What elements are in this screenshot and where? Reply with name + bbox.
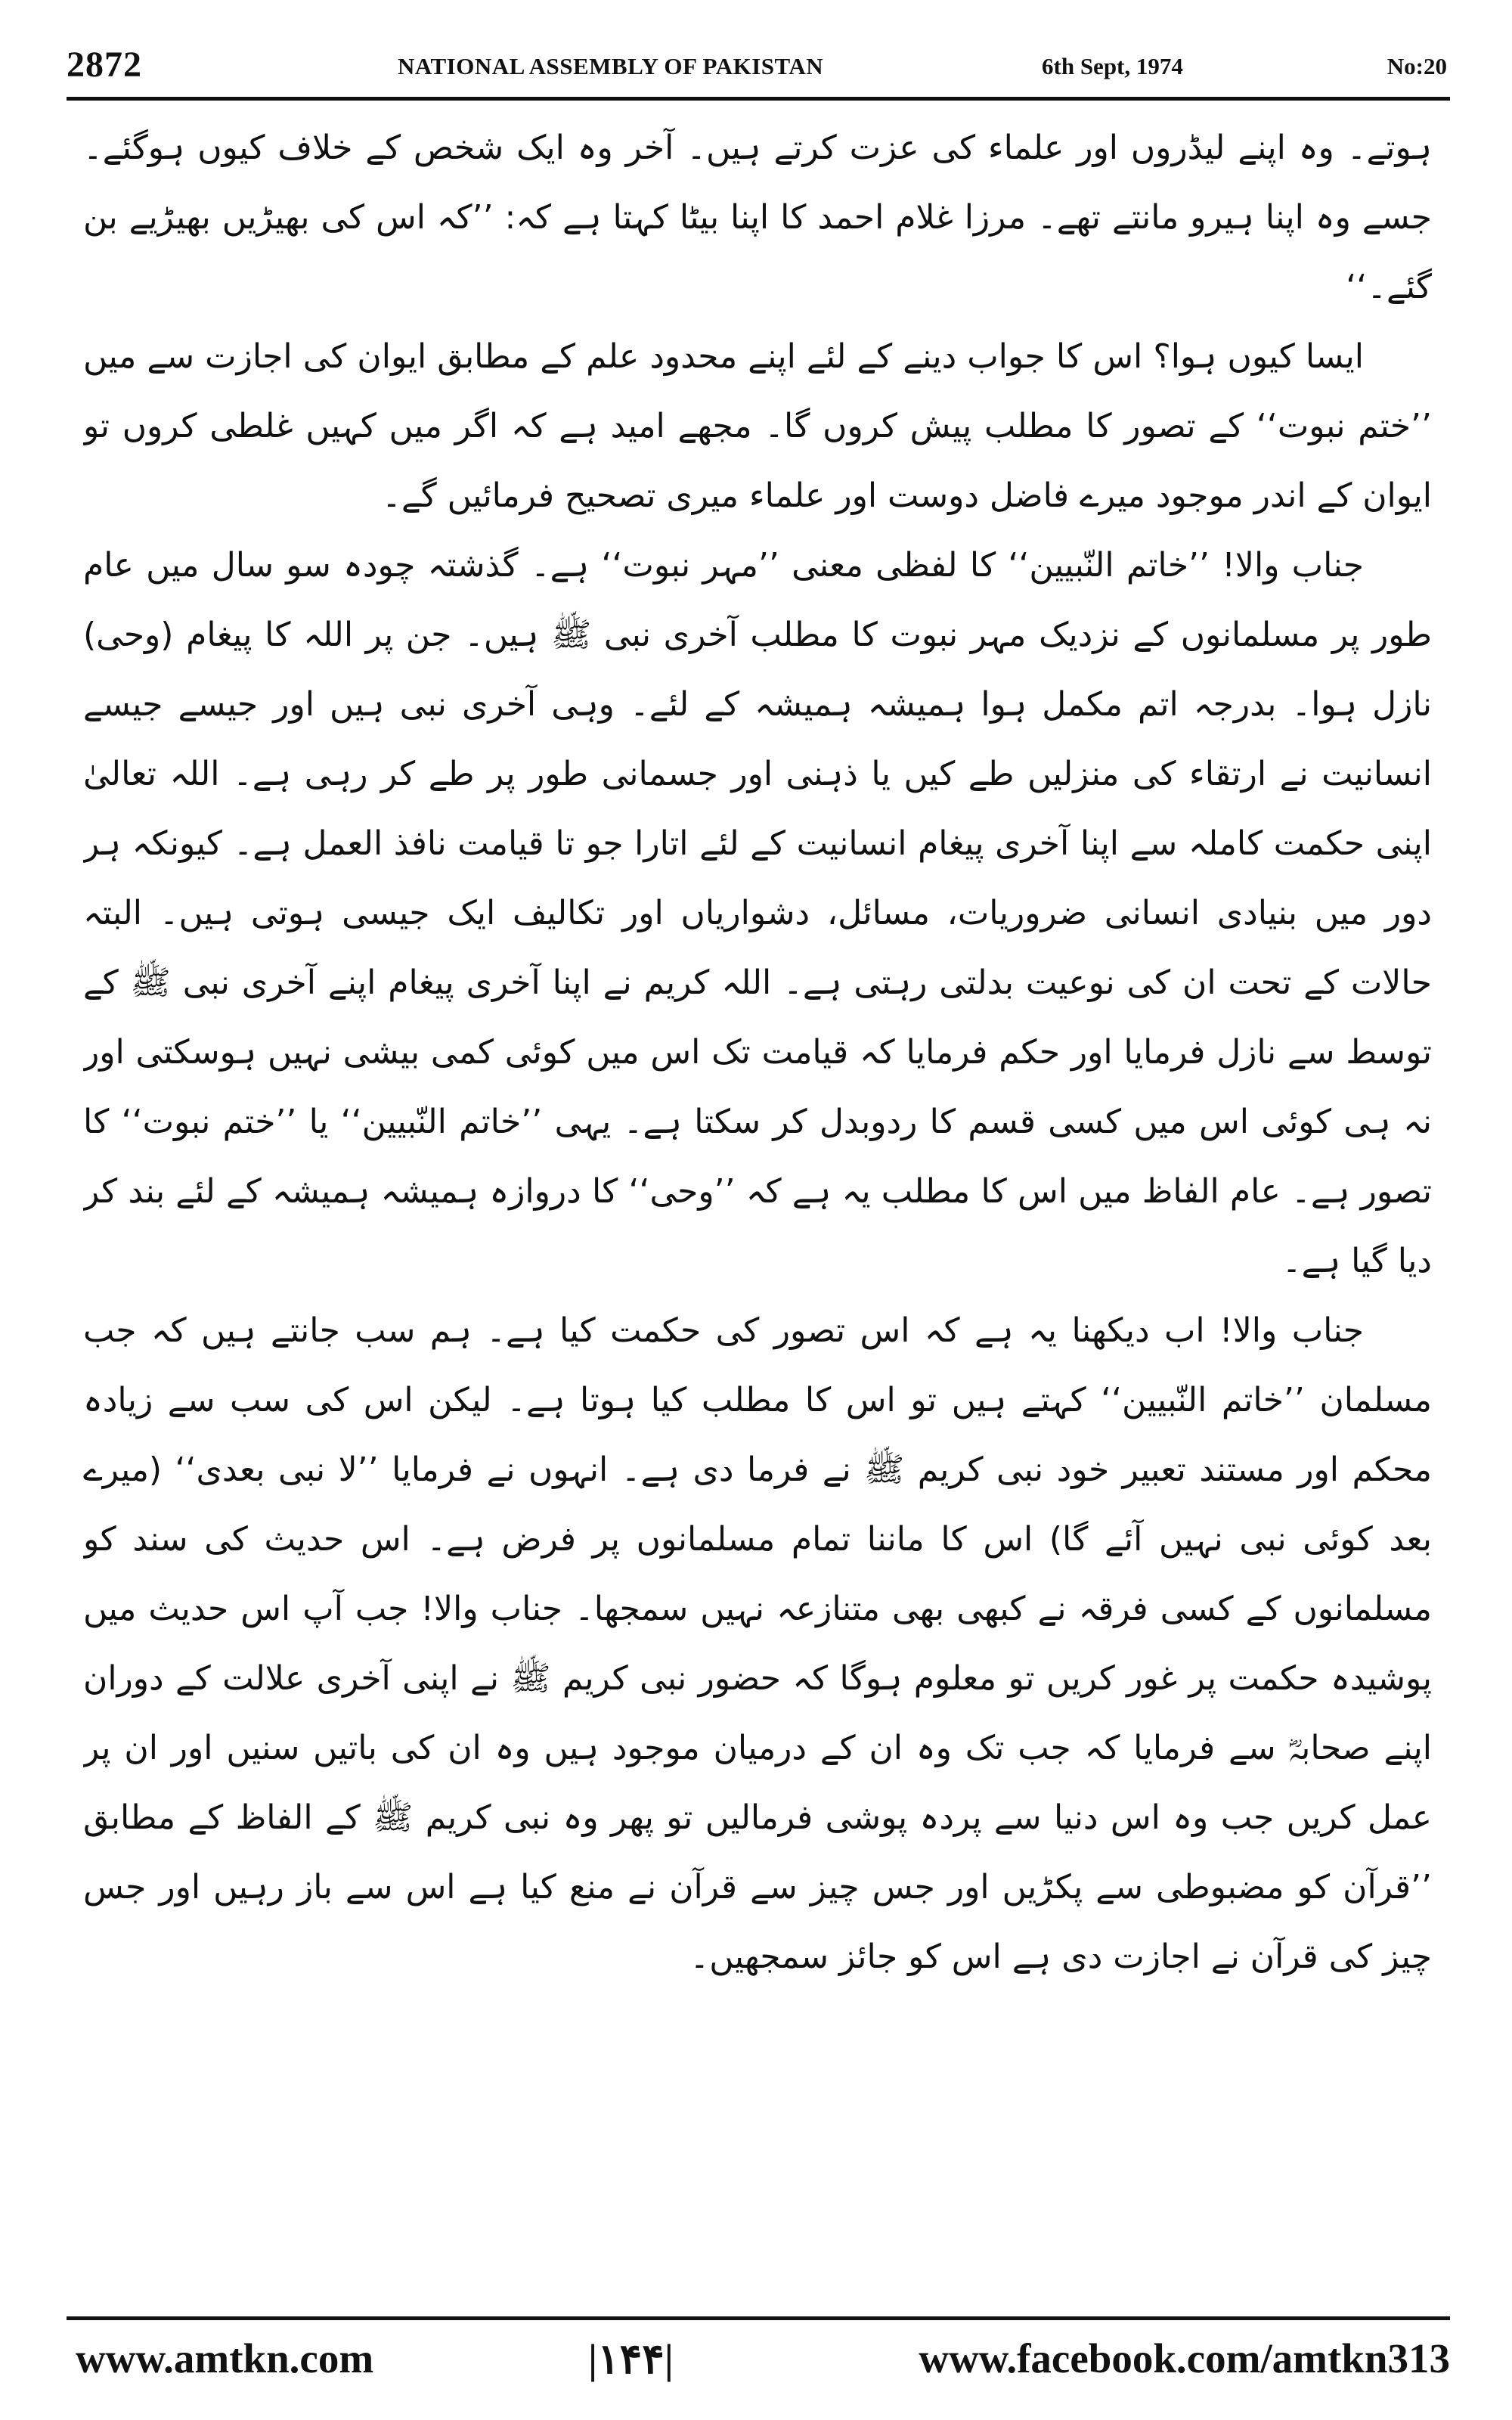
page-footer	[67, 2332, 1450, 2392]
running-title: NATIONAL ASSEMBLY OF PAKISTAN	[398, 53, 824, 79]
document-body	[83, 113, 1432, 2269]
paragraph-1: ہوتے۔ وہ اپنے لیڈروں اور علماء کی عزت کرتے ہیں۔ آخر وہ ایک شخص کے خلاف کیوں ہوگئے۔ جسے وہ اپنا ہیرو مانتے تھے۔ مرزا غلام احمد کا اپنا بیٹا کہتا ہے کہ: ’’کہ اس کی بھیڑیں بھیڑیے بن گئے۔‘‘	[83, 129, 1432, 306]
paragraph-3: جناب والا! ’’خاتم النّبیین‘‘ کا لفظی معنی ’’مہر نبوت‘‘ ہے۔ گذشتہ چودہ سو سال میں عام طور پر مسلمانوں کے نزدیک مہر نبوت کا مطلب آخری نبی ﷺ ہیں۔ جن پر اللہ کا پیغام (وحی) نازل ہوا۔ بدرجہ اتم مکمل ہوا ہمیشہ ہمیشہ کے لئے۔ وہی آخری نبی ہیں اور جیسے جیسے انسانیت نے ارتقاء کی منزلیں طے کیں یا ذہنی اور جسمانی طور پر طے کر رہی ہے۔ اللہ تعالیٰ اپنی حکمت کاملہ سے اپنا آخری پیغام انسانیت کے لئے اتارا جو تا قیامت نافذ العمل ہے۔ کیونکہ ہر دور میں بنیادی انسانی ضروریات، مسائل، دشواریاں اور تکالیف ایک جیسی ہوتی ہیں۔ البتہ حالات کے تحت ان کی نوعیت بدلتی رہتی ہے۔ اللہ کریم نے اپنا آخری پیغام اپنے آخری نبی ﷺ کے توسط سے نازل فرمایا اور حکم فرمایا کہ قیامت تک اس میں کوئی کمی بیشی نہیں ہوسکتی اور نہ ہی کوئی اس میں کسی قسم کا ردوبدل کر سکتا ہے۔ یہی ’’خاتم النّبیین‘‘ یا ’’ختم نبوت‘‘ کا تصور ہے۔ عام الفاظ میں اس کا مطلب یہ ہے کہ ’’وحی‘‘ کا دروازہ ہمیشہ ہمیشہ کے لئے بند کر دیا گیا ہے۔	[83, 546, 1432, 1280]
paragraph-2: ایسا کیوں ہوا؟ اس کا جواب دینے کے لئے اپنے محدود علم کے مطابق ایوان کی اجازت سے میں ’’ختم نبوت‘‘ کے تصور کا مطلب پیش کروں گا۔ مجھے امید ہے کہ اگر میں کہیں غلطی کروں تو ایوان کے اندر موجود میرے فاضل دوست اور علماء میری تصحیح فرمائیں گے۔	[83, 337, 1432, 515]
paragraph-4: جناب والا! اب دیکھنا یہ ہے کہ اس تصور کی حکمت کیا ہے۔ ہم سب جانتے ہیں کہ جب مسلمان ’’خاتم النّبیین‘‘ کہتے ہیں تو اس کا مطلب کیا ہوتا ہے۔ لیکن اس کی سب سے زیادہ محکم اور مستند تعبیر خود نبی کریم ﷺ نے فرما دی ہے۔ انہوں نے فرمایا ’’لا نبی بعدی‘‘ (میرے بعد کوئی نبی نہیں آئے گا) اس کا ماننا تمام مسلمانوں پر فرض ہے۔ اس حدیث کی سند کو مسلمانوں کے کسی فرقہ نے کبھی بھی متنازعہ نہیں سمجھا۔ جناب والا! جب آپ اس حدیث میں پوشیدہ حکمت پر غور کریں تو معلوم ہوگا کہ حضور نبی کریم ﷺ نے اپنی آخری علالت کے دوران اپنے صحابہؓ سے فرمایا کہ جب تک وہ ان کے درمیان موجود ہیں وہ ان کی باتیں سنیں اور ان پر عمل کریں جب وہ اس دنیا سے پردہ پوشی فرمالیں تو پھر وہ نبی کریم ﷺ کے الفاظ کے مطابق ’’قرآن کو مضبوطی سے پکڑیں اور جس چیز سے قرآن نے منع کیا ہے اس سے باز رہیں اور جس چیز کی قرآن نے اجازت دی ہے اس کو جائز سمجھیں۔	[83, 1311, 1432, 1976]
facebook-link: www.facebook.com/amtkn313	[919, 2335, 1450, 2381]
header-rule	[67, 97, 1450, 101]
footer-rule	[67, 2316, 1450, 2320]
page-header	[67, 30, 1450, 98]
issue-number: No:20	[1387, 53, 1447, 79]
page-number: 2872	[67, 45, 142, 85]
source-page-reference: |۱۴۴|	[588, 2336, 674, 2382]
session-date: 6th Sept, 1974	[1042, 53, 1183, 79]
website-link: www.amtkn.com	[76, 2335, 374, 2381]
